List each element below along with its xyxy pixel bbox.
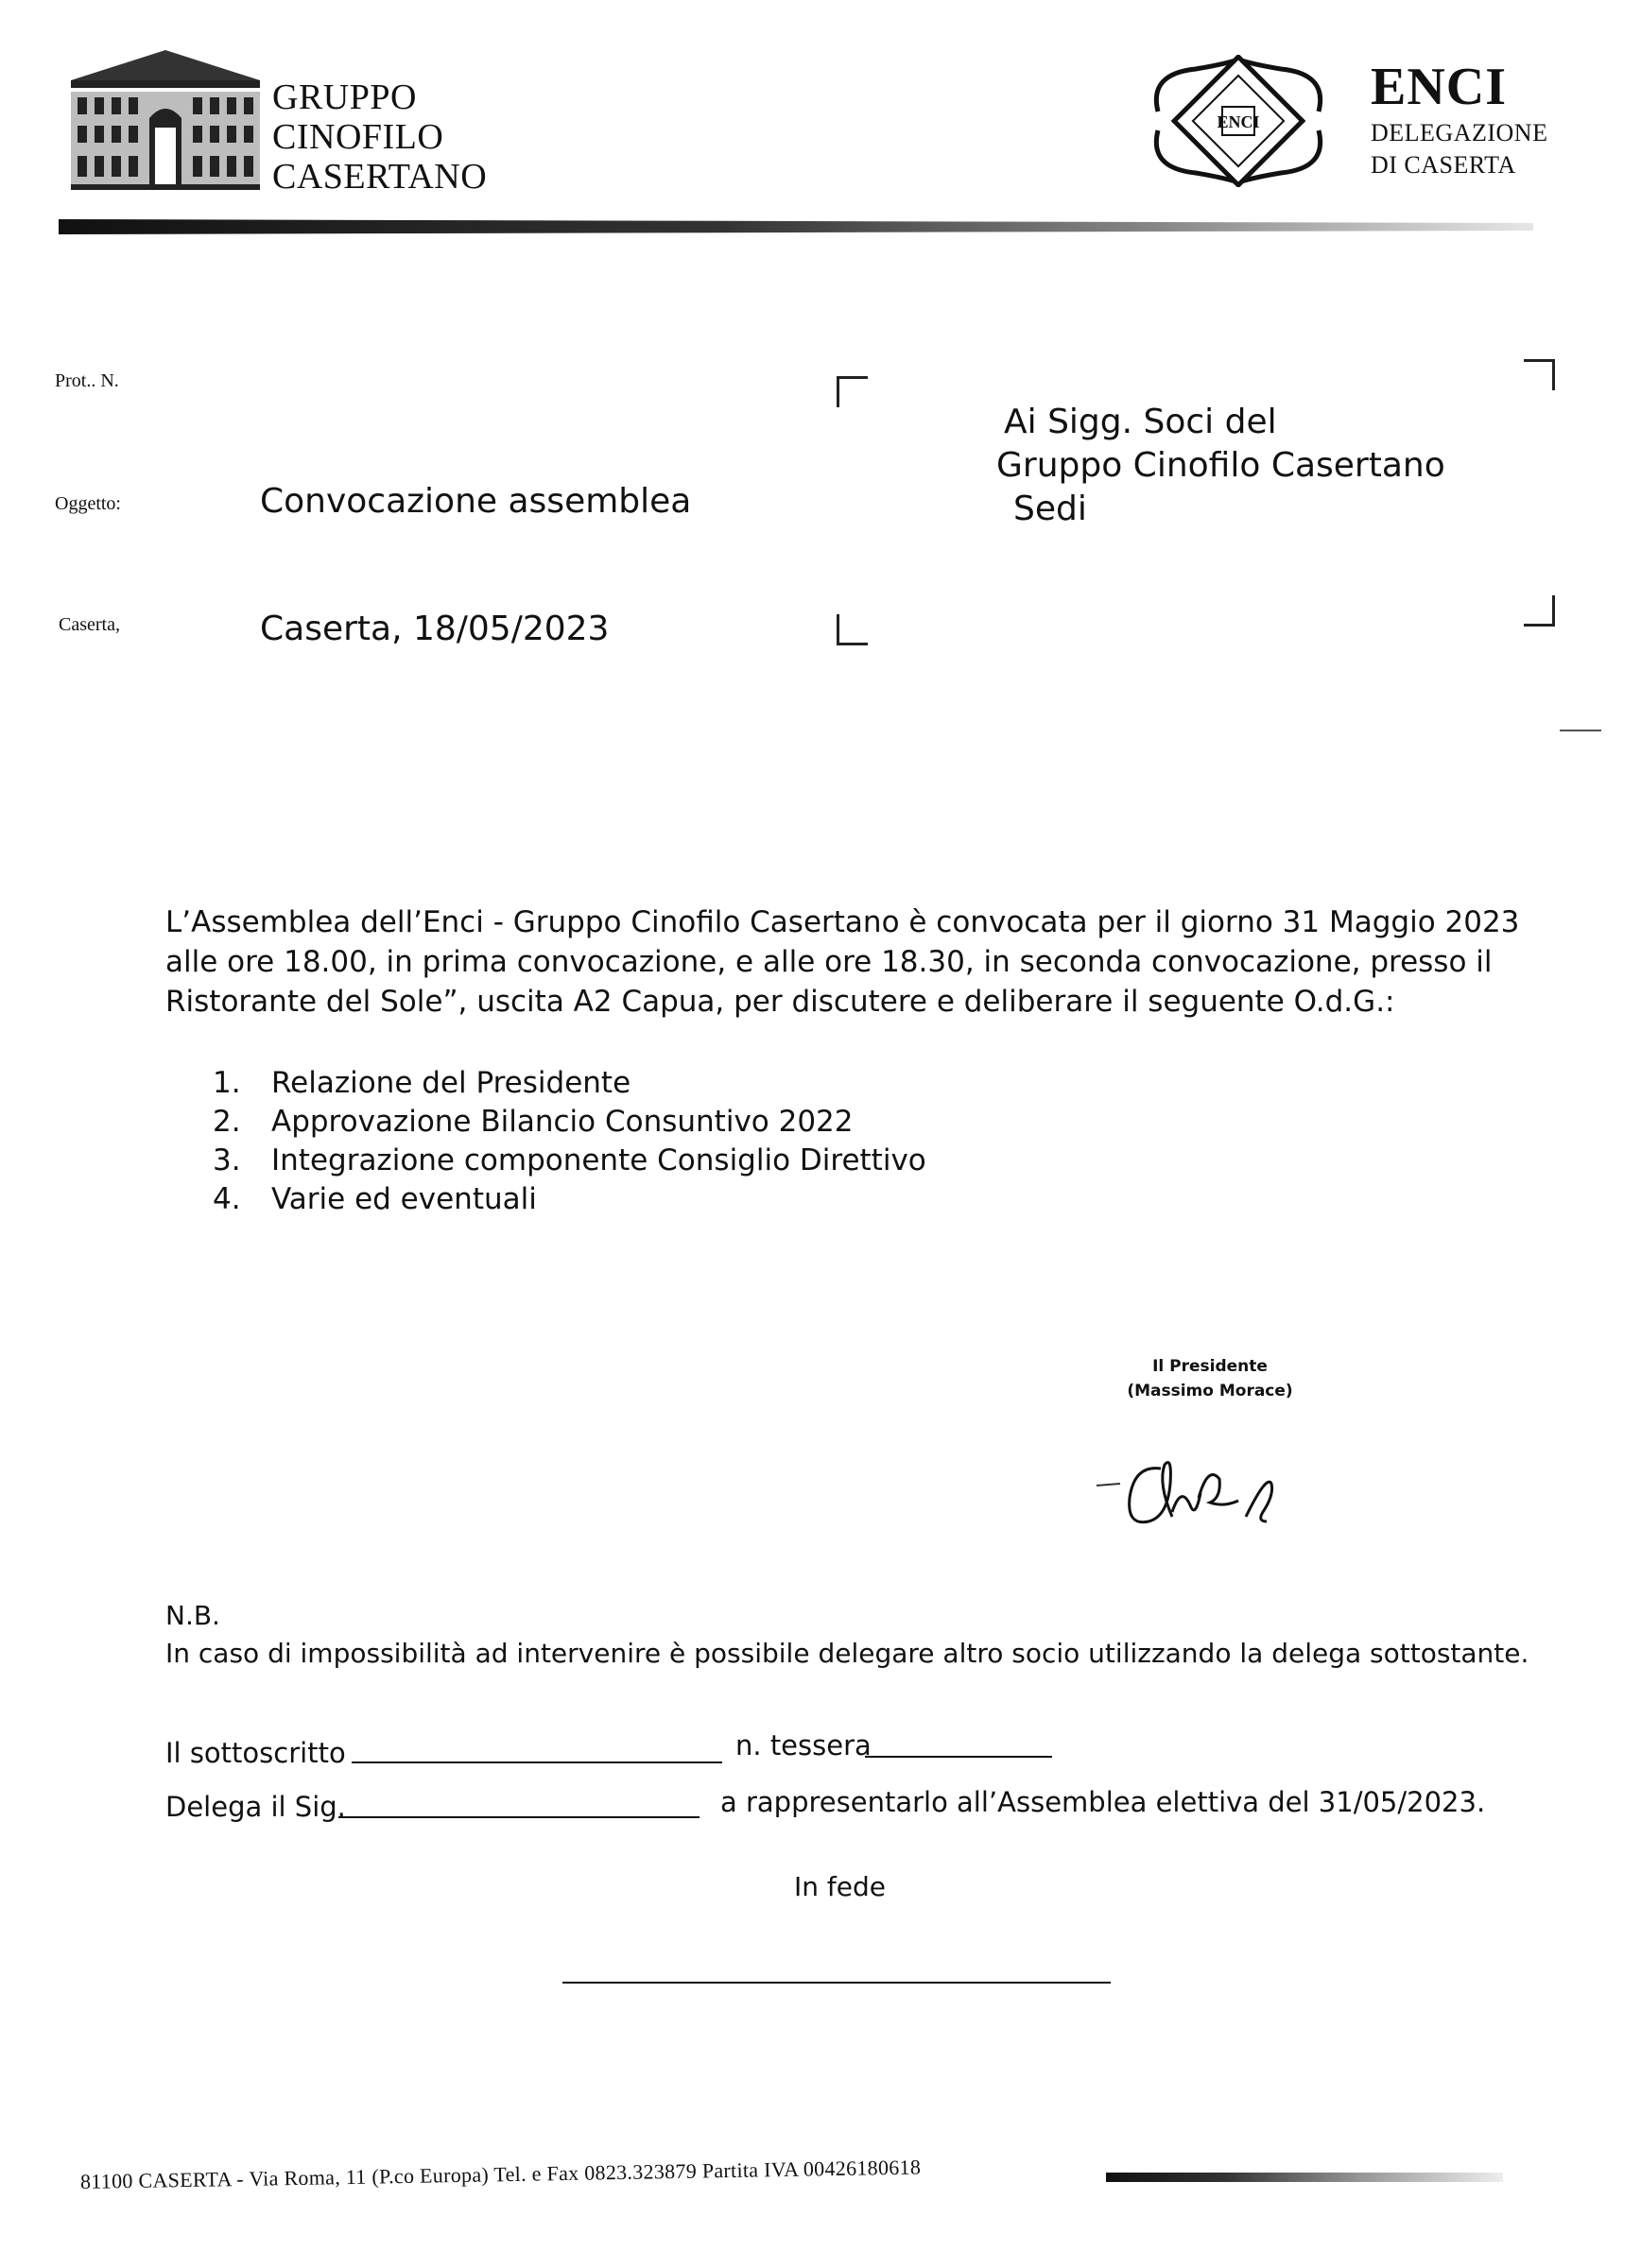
group-name [272, 77, 487, 197]
address-corner-top-right [1524, 359, 1555, 390]
tessera-field[interactable] [865, 1756, 1052, 1758]
body-line-3: Ristorante del Sole”, uscita A2 Capua, per discutere e deliberare il seguente O.d.G.: [165, 985, 1395, 1019]
enci-subtitle [1371, 117, 1547, 181]
agenda-list [213, 1064, 926, 1219]
agenda-item [213, 1180, 926, 1219]
tessera-label: n. tessera [735, 1729, 872, 1761]
in-fede-label: In fede [794, 1871, 886, 1902]
enci-subtitle-line-1: DELEGAZIONE [1371, 119, 1548, 146]
agenda-item [213, 1142, 926, 1180]
body-paragraph [165, 902, 1520, 1022]
agenda-item [213, 1103, 926, 1142]
recipient-line-2: Gruppo Cinofilo Casertano [996, 446, 1445, 485]
body-line-2: alle ore 18.00, in prima convocazione, e alle ore 18.30, in seconda convocazione, presso il [165, 945, 1493, 979]
sottoscritto-label: Il sottoscritto [165, 1737, 346, 1769]
address-corner-bottom-left [837, 614, 868, 645]
agenda-item-number: 2. [213, 1105, 241, 1139]
nb-note [165, 1597, 1529, 1673]
delega-field[interactable] [338, 1816, 700, 1818]
palace-building-logo [66, 43, 265, 194]
oggetto-value: Convocazione assemblea [260, 482, 692, 521]
enci-subtitle-line-2: DI CASERTA [1371, 151, 1516, 179]
signature-field[interactable] [562, 1982, 1111, 1984]
sottoscritto-field[interactable] [352, 1761, 722, 1763]
caserta-label: Caserta, [59, 614, 120, 635]
group-name-line-1: GRUPPO [272, 77, 417, 117]
footer-divider [1106, 2171, 1503, 2184]
president-role: Il Presidente [1152, 1357, 1268, 1376]
fold-mark [1560, 730, 1601, 731]
enci-seal-logo [1139, 55, 1338, 187]
nb-label: N.B. [165, 1600, 220, 1631]
footer-address: 81100 CASERTA - Via Roma, 11 (P.co Europa) Tel. e Fax 0823.323879 Partita IVA 00426180618 [79, 2155, 922, 2193]
address-corner-bottom-right [1524, 595, 1555, 627]
body-line-1: L’Assemblea dell’Enci - Gruppo Cinofilo Casertano è convocata per il giorno 31 Maggio 2023 [165, 905, 1520, 939]
caserta-value: Caserta, 18/05/2023 [260, 610, 610, 648]
agenda-item-text: Relazione del Presidente [271, 1066, 631, 1100]
agenda-item-number: 1. [213, 1066, 241, 1100]
nb-text: In caso di impossibilità ad intervenire è possibile delegare altro socio utilizzando la delega sottostante. [165, 1638, 1529, 1669]
agenda-item-text: Varie ed eventuali [271, 1182, 537, 1216]
recipient-block [996, 401, 1445, 531]
president-signature [1078, 1427, 1304, 1550]
header-divider [59, 215, 1533, 236]
agenda-item [213, 1064, 926, 1103]
president-name: (Massimo Morace) [1127, 1382, 1293, 1400]
delega-suffix: a rappresentarlo all’Assemblea elettiva del 31/05/2023. [720, 1786, 1486, 1818]
agenda-item-text: Approvazione Bilancio Consuntivo 2022 [271, 1105, 854, 1139]
group-name-line-3: CASERTANO [272, 157, 488, 197]
seal-text: ENCI [1217, 112, 1260, 131]
agenda-item-number: 4. [213, 1182, 241, 1216]
agenda-item-number: 3. [213, 1143, 241, 1177]
prot-label: Prot.. N. [55, 370, 119, 391]
recipient-line-3: Sedi [1013, 490, 1087, 528]
agenda-item-text: Integrazione componente Consiglio Direttivo [271, 1143, 926, 1177]
enci-title: ENCI [1371, 58, 1508, 116]
oggetto-label: Oggetto: [55, 493, 121, 514]
delega-label: Delega il Sig. [165, 1791, 346, 1823]
recipient-line-1: Ai Sigg. Soci del [1004, 403, 1277, 441]
group-name-line-2: CINOFILO [272, 117, 444, 157]
address-corner-top-left [837, 376, 868, 407]
